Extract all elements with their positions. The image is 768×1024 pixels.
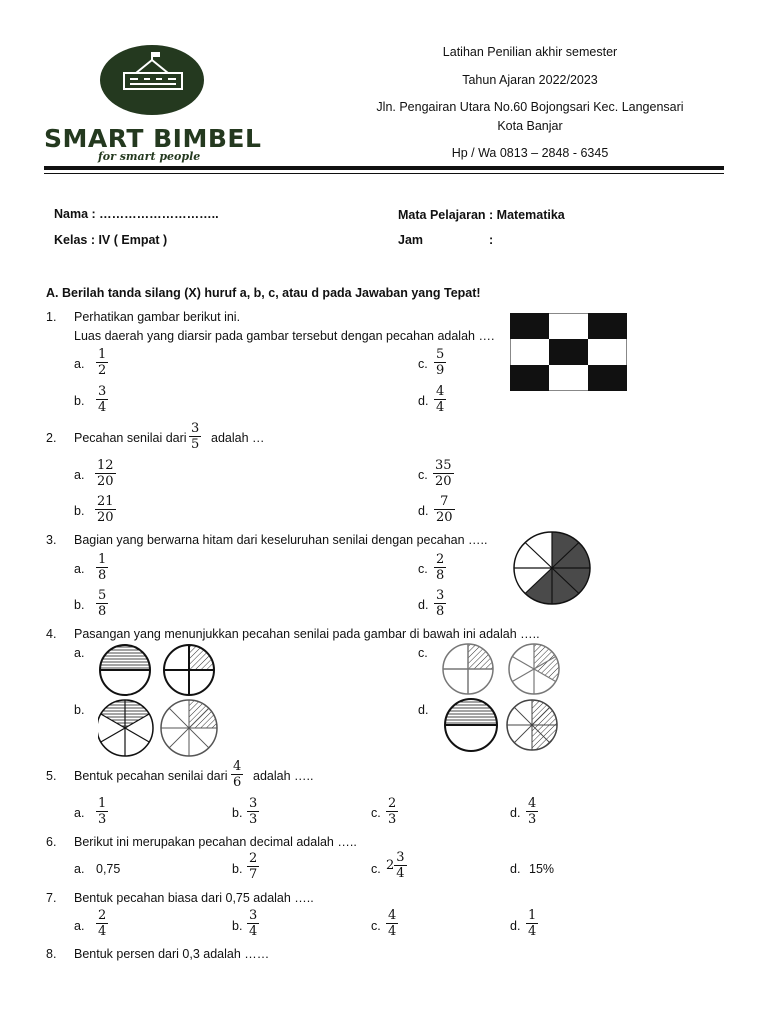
q5-text: Bentuk pecahan senilai dari: [74, 769, 228, 783]
q5-question-fraction: $\frac{4}{6}$: [233, 759, 242, 790]
header-city: Kota Banjar: [497, 119, 563, 133]
q2-option-b-fraction[interactable]: $\frac{21}{20}$: [97, 494, 114, 525]
q5-number: 5.: [46, 769, 57, 783]
q1-grid-figure: [510, 313, 627, 391]
q3-option-a-label[interactable]: a.: [74, 562, 85, 576]
q1-grid-cell-shaded: [588, 313, 627, 339]
q3-option-b-label[interactable]: b.: [74, 598, 85, 612]
q8-number: 8.: [46, 947, 57, 961]
q2-text-post: adalah …: [211, 431, 265, 445]
q1-grid-cell-shaded: [510, 365, 549, 391]
q4-option-c-label[interactable]: c.: [418, 646, 428, 660]
q1-option-d-fraction[interactable]: $\frac{4}{4}$: [436, 384, 445, 415]
q2-text: Pecahan senilai dari: [74, 431, 187, 445]
q6-option-b-fraction[interactable]: $\frac{2}{7}$: [249, 851, 258, 882]
q5-option-c-label[interactable]: c.: [371, 806, 381, 820]
q2-option-a-fraction[interactable]: $\frac{12}{20}$: [97, 458, 114, 489]
q3-option-c-label[interactable]: c.: [418, 562, 428, 576]
q4-text: Pasangan yang menunjukkan pecahan senilai pada gambar di bawah ini adalah …..: [74, 627, 540, 641]
q4-number: 4.: [46, 627, 57, 641]
q3-option-d-label[interactable]: d.: [418, 598, 429, 612]
q4-option-c-figure[interactable]: [440, 642, 564, 696]
q6-option-d-value[interactable]: 15%: [529, 862, 555, 876]
q2-option-c-label[interactable]: c.: [418, 468, 428, 482]
q8-text: Bentuk persen dari 0,3 adalah ……: [74, 947, 270, 961]
q3-pie-slice-shaded: [525, 568, 552, 604]
q4-option-b-label[interactable]: b.: [74, 703, 85, 717]
mapel-field: Mata Pelajaran : Matematika: [398, 208, 565, 222]
q3-option-a-fraction[interactable]: $\frac{1}{8}$: [98, 552, 107, 583]
q5-option-b-label[interactable]: b.: [232, 806, 243, 820]
header-phone: Hp / Wa 0813 – 2848 - 6345: [451, 146, 609, 160]
q1-option-d-label[interactable]: d.: [418, 394, 429, 408]
q1-text-line1: Perhatikan gambar berikut ini.: [74, 310, 241, 324]
q7-number: 7.: [46, 891, 57, 905]
q2-option-a-label[interactable]: a.: [74, 468, 85, 482]
q7-option-a-label[interactable]: a.: [74, 919, 85, 933]
q7-option-a-fraction[interactable]: $\frac{2}{4}$: [98, 908, 107, 939]
q7-option-d-fraction[interactable]: $\frac{1}{4}$: [528, 908, 537, 939]
q4-option-d-label[interactable]: d.: [418, 703, 429, 717]
q3-option-c-fraction[interactable]: $\frac{2}{8}$: [436, 552, 445, 583]
q1-option-a-fraction[interactable]: $\frac{1}{2}$: [98, 347, 107, 378]
q2-option-b-label[interactable]: b.: [74, 504, 85, 518]
q7-option-c-fraction[interactable]: $\frac{4}{4}$: [388, 908, 397, 939]
logo-text: SMART BIMBEL: [44, 124, 262, 153]
q4-option-b-figure[interactable]: [98, 699, 218, 757]
q5-option-d-fraction[interactable]: $\frac{4}{3}$: [528, 796, 537, 827]
q3-text: Bagian yang berwarna hitam dari keseluruhan senilai dengan pecahan …..: [74, 533, 488, 547]
kelas-field: Kelas : IV ( Empat ): [54, 233, 168, 247]
q6-option-b-label[interactable]: b.: [232, 862, 243, 876]
q6-option-d-label[interactable]: d.: [510, 862, 521, 876]
q5-option-b-fraction[interactable]: $\frac{3}{3}$: [249, 796, 258, 827]
header-divider-thin: [44, 173, 724, 174]
q2-option-d-label[interactable]: d.: [418, 504, 429, 518]
q3-option-b-fraction[interactable]: $\frac{5}{8}$: [98, 588, 107, 619]
q6-option-c-label[interactable]: c.: [371, 862, 381, 876]
q5-option-c-fraction[interactable]: $\frac{2}{3}$: [388, 796, 397, 827]
q1-grid-cell-shaded: [549, 339, 588, 365]
section-a-instruction: A. Berilah tanda silang (X) huruf a, b, c, atau d pada Jawaban yang Tepat!: [46, 286, 481, 300]
q3-number: 3.: [46, 533, 57, 547]
q1-option-b-label[interactable]: b.: [74, 394, 85, 408]
q7-option-b-label[interactable]: b.: [232, 919, 243, 933]
header-title: Latihan Penilian akhir semester: [442, 45, 618, 59]
q5-option-d-label[interactable]: d.: [510, 806, 521, 820]
q2-option-d-fraction[interactable]: $\frac{7}{20}$: [436, 494, 453, 525]
q5-option-a-label[interactable]: a.: [74, 806, 85, 820]
q1-option-c-label[interactable]: c.: [418, 357, 428, 371]
q7-option-b-fraction[interactable]: $\frac{3}{4}$: [249, 908, 258, 939]
q4-option-d-figure[interactable]: [444, 697, 564, 753]
q7-option-d-label[interactable]: d.: [510, 919, 521, 933]
q6-text: Berikut ini merupakan pecahan decimal adalah …..: [74, 835, 357, 849]
q1-grid-cell-shaded: [510, 313, 549, 339]
q3-option-d-fraction[interactable]: $\frac{3}{8}$: [436, 588, 445, 619]
q1-number: 1.: [46, 310, 57, 324]
q1-grid-cell-shaded: [588, 365, 627, 391]
q7-text: Bentuk pecahan biasa dari 0,75 adalah …..: [74, 891, 314, 905]
q2-option-c-fraction[interactable]: $\frac{35}{20}$: [435, 458, 452, 489]
q2-number: 2.: [46, 431, 57, 445]
header-address: Jln. Pengairan Utara No.60 Bojongsari Kec. Langensari: [376, 100, 684, 114]
q4-option-a-figure[interactable]: [98, 643, 218, 697]
q1-text-line2: Luas daerah yang diarsir pada gambar tersebut dengan pecahan adalah ….: [74, 329, 495, 343]
logo-tagline: for smart people: [98, 150, 201, 163]
q6-number: 6.: [46, 835, 57, 849]
q2-question-fraction: $\frac{3}{5}$: [191, 421, 200, 452]
jam-field: Jam: [398, 233, 424, 247]
q6-option-a-label[interactable]: a.: [74, 862, 85, 876]
q1-option-b-fraction[interactable]: $\frac{3}{4}$: [98, 384, 107, 415]
header-year: Tahun Ajaran 2022/2023: [462, 73, 598, 87]
q7-option-c-label[interactable]: c.: [371, 919, 381, 933]
q3-pie-figure: [512, 530, 592, 606]
q6-option-c-mixed-number[interactable]: 2 $\frac{3}{4}$: [386, 850, 405, 881]
q5-text-post: adalah …..: [253, 769, 314, 783]
q1-option-a-label[interactable]: a.: [74, 357, 85, 371]
q6-option-a-value[interactable]: 0,75: [96, 862, 121, 876]
jam-colon: :: [489, 233, 494, 247]
logo: [40, 40, 270, 165]
q5-option-a-fraction[interactable]: $\frac{1}{3}$: [98, 796, 107, 827]
header-divider-thick: [44, 166, 724, 170]
q4-option-a-label[interactable]: a.: [74, 646, 85, 660]
nama-field: Nama : ………………………..: [54, 207, 219, 221]
q1-option-c-fraction[interactable]: $\frac{5}{9}$: [436, 347, 445, 378]
